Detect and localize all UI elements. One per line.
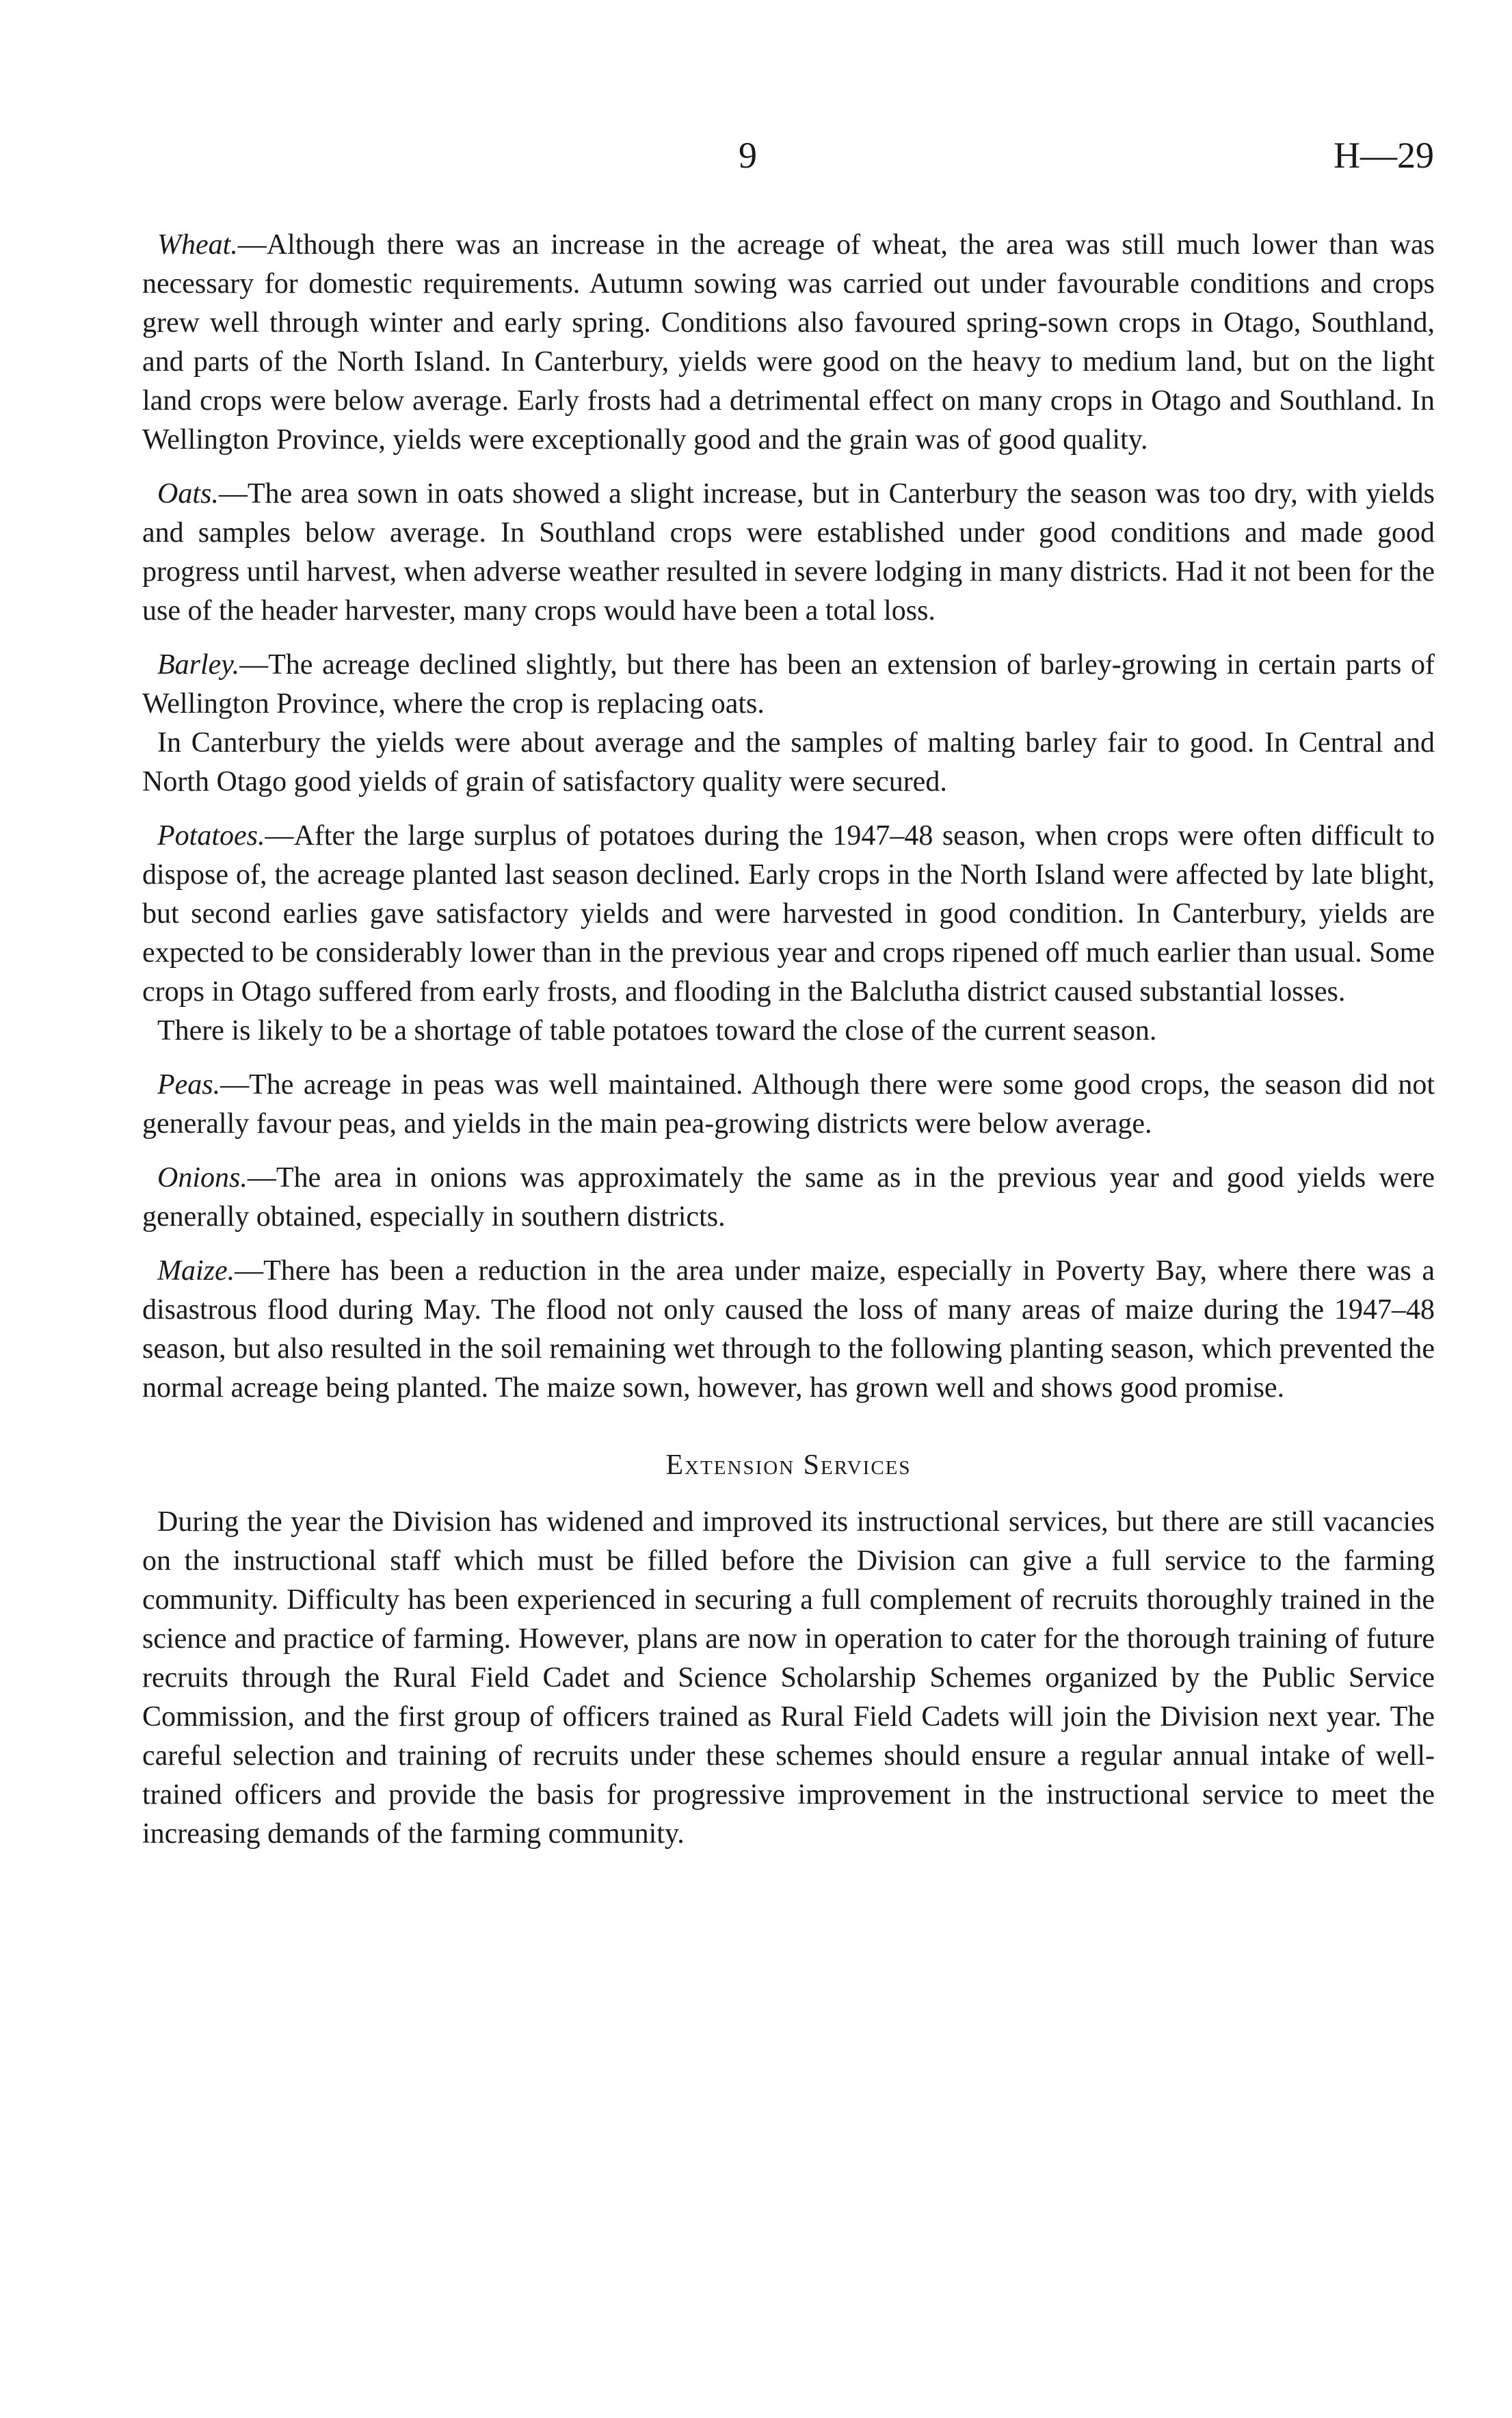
paragraph-extension-services — [142, 1503, 1435, 1854]
paragraph-lead: Wheat. — [157, 229, 238, 261]
paragraph-onions — [142, 1159, 1435, 1237]
paragraph-text: —After the large surplus of potatoes during the 1947–48 season, when crops were often difficult to dispose of, the acreage planted last season declined. Early crops in the North Island were affected by late blight, but second earlies gave satisfactory yields and were harvested in good condition. In Canterbury, yields are expected to be considerably lower than in the previous year and crops ripened off much earlier than usual. Some crops in Otago suffered from early frosts, and flooding in the Balclutha district caused substantial losses. — [142, 820, 1435, 1008]
page-number: 9 — [739, 135, 757, 176]
paragraph-text: In Canterbury the yields were about average and the samples of malting barley fair to good. In Central and North Otago good yields of grain of satisfactory quality were secured. — [142, 727, 1435, 798]
paragraph-barley-continued — [142, 724, 1435, 802]
paragraph-text: —The area sown in oats showed a slight increase, but in Canterbury the season was too dry, with yields and samples below average. In Southland crops were established under good conditions and made good progress until harvest, when adverse weather resulted in severe lodging in many districts. Had it not been for the use of the header harvester, many crops would have been a total loss. — [142, 478, 1435, 627]
paragraph-text: —The area in onions was approximately the same as in the previous year and good yields were generally obtained, especially in southern districts. — [142, 1162, 1435, 1233]
paragraph-lead: Onions. — [157, 1162, 248, 1194]
paragraph-text: —The acreage in peas was well maintained. Although there were some good crops, the season did not generally favour peas, and yields in the main pea-growing districts were below average. — [142, 1069, 1435, 1140]
document-reference: H—29 — [1334, 135, 1434, 176]
paragraph-lead: Peas. — [157, 1069, 221, 1101]
paragraph-lead: Barley. — [157, 649, 240, 681]
paragraph-lead: Potatoes. — [157, 820, 265, 852]
paragraph-potatoes — [142, 817, 1435, 1012]
page-body — [142, 226, 1435, 1869]
paragraph-maize — [142, 1252, 1435, 1408]
paragraph-text: During the year the Division has widened and improved its instructional services, but there are still vacancies on the instructional staff which must be filled before the Division can give a full service to the farming community. Difficulty has been experienced in securing a full complement of recruits thoroughly trained in the science and practice of farming. However, plans are now in operation to cater for the thorough training of future recruits through the Rural Field Cadet and Science Scholarship Schemes organized by the Public Service Commission, and the first group of officers trained as Rural Field Cadets will join the Division next year. The careful selection and training of recruits under these schemes should ensure a regular annual intake of well-trained officers and provide the basis for progressive improvement in the instructional service to meet the increasing demands of the farming community. — [142, 1506, 1435, 1850]
paragraph-text: There is likely to be a shortage of table potatoes toward the close of the current season. — [157, 1015, 1157, 1047]
section-heading: Extension Services — [665, 1449, 912, 1481]
paragraph-lead: Maize. — [157, 1255, 235, 1287]
paragraph-peas — [142, 1066, 1435, 1144]
paragraph-potatoes-continued — [142, 1012, 1435, 1051]
paragraph-text: —The acreage declined slightly, but there has been an extension of barley-growing in certain parts of Wellington Province, where the crop is replacing oats. — [142, 649, 1435, 720]
paragraph-lead: Oats. — [157, 478, 219, 510]
paragraph-text: —Although there was an increase in the acreage of wheat, the area was still much lower than was necessary for domestic requirements. Autumn sowing was carried out under favourable conditions and crops grew well through winter and early spring. Conditions also favoured spring-sown crops in Otago, Southland, and parts of the North Island. In Canterbury, yields were good on the heavy to medium land, but on the light land crops were below average. Early frosts had a detrimental effect on many crops in Otago and Southland. In Wellington Province, yields were exceptionally good and the grain was of good quality. — [142, 229, 1435, 456]
paragraph-wheat — [142, 226, 1435, 460]
paragraph-oats — [142, 475, 1435, 631]
paragraph-text: —There has been a reduction in the area under maize, especially in Poverty Bay, where there was a disastrous flood during May. The flood not only caused the loss of many areas of maize during the 1947–48 season, but also resulted in the soil remaining wet through to the following planting season, which prevented the normal acreage being planted. The maize sown, however, has grown well and shows good promise. — [142, 1255, 1435, 1404]
paragraph-barley — [142, 646, 1435, 724]
